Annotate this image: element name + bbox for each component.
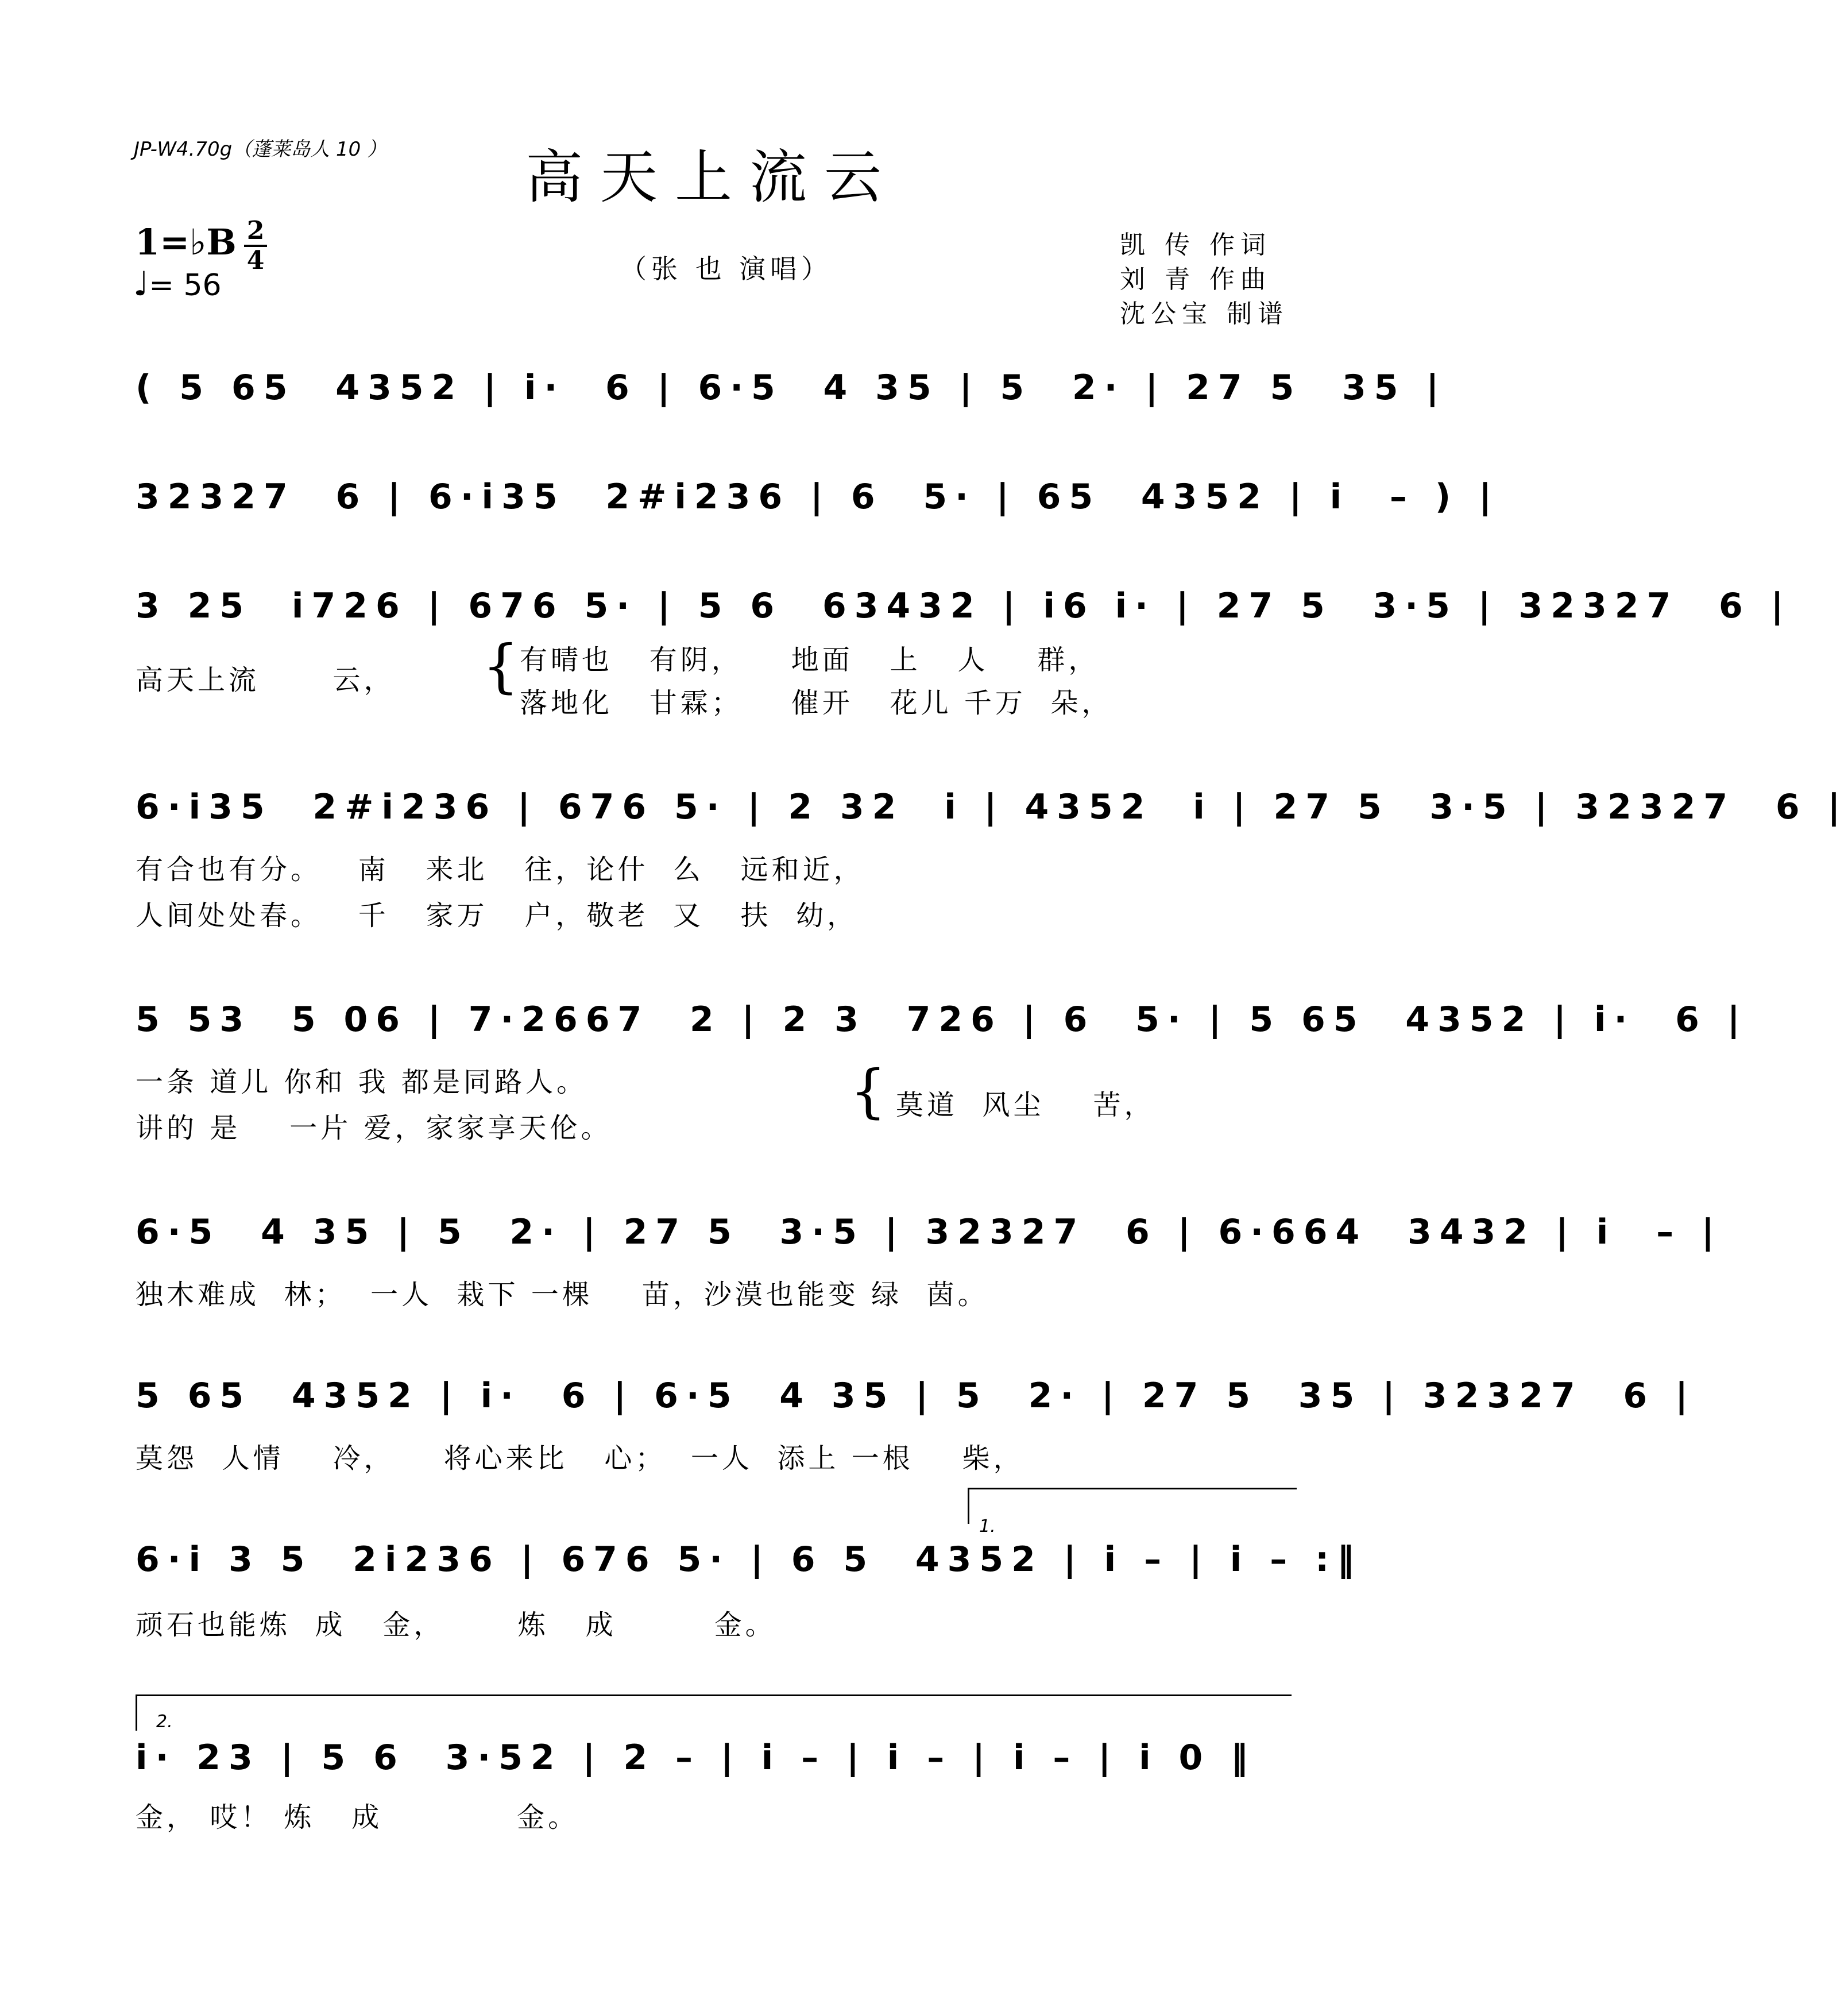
time-numerator: 2 [246, 216, 265, 245]
lyric-row-3-lead: 高天上流 云， [136, 664, 395, 696]
singer-credit: （张 也 演唱） [620, 253, 833, 284]
second-ending-label: 2. [156, 1712, 173, 1732]
staff-row-9 [136, 1726, 1296, 1789]
notation-row-1: ( 5 65 4352 | i· 6 | 6·5 4 35 | 5 2· | 27 5 35 | [136, 368, 1447, 408]
lyric-row-8: 顽石也能炼 成 金， 炼 成 金。 [136, 1609, 776, 1641]
lyric-row-6: 独木难成 林； 一人 栽下 一棵 苗，沙漠也能变 绿 茵。 [136, 1279, 989, 1311]
lyric-row-5-chorus: 莫道 风尘 苦， [896, 1089, 1155, 1121]
lyric-row-9: 金， 哎！ 炼 成 金。 [136, 1801, 579, 1833]
notation-row-5: 5 53 5 06 | 7·2667 2 | 2 3 726 | 6 5· | 5 65 4352 | i· 6 | [136, 999, 1748, 1040]
catalog-number: JP-W4.70g（蓬莱岛人 10 ） [134, 138, 387, 161]
first-ending-label: 1. [979, 1516, 996, 1537]
lyric-row-5-verse-1: 一条 道儿 你和 我 都是同路人。 [136, 1066, 588, 1098]
notation-row-3: 3 25 i726 | 676 5· | 5 6 63432 | i6 i· | 27 5 3·5 | 32327 6 | [136, 586, 1792, 626]
lyric-row-5-verse-2: 讲的 是 一片 爱，家家享天伦。 [136, 1112, 612, 1144]
staff-row-7 [136, 1364, 1696, 1427]
staff-row-2 [136, 465, 1500, 528]
lyric-row-3-verse-1: 有晴也 有阴， 地面 上 人 群， [520, 644, 1100, 676]
arranger-credit: 沈公宝 制谱 [1120, 299, 1289, 329]
staff-row-6 [136, 1200, 1722, 1264]
staff-row-3 [136, 574, 1792, 638]
lyric-row-7: 莫怨 人情 冷， 将心来比 心； 一人 添上 一根 柴， [136, 1442, 1024, 1474]
first-ending-bracket [968, 1488, 1297, 1524]
notation-row-6: 6·5 4 35 | 5 2· | 27 5 3·5 | 32327 6 | 6·664 3432 | i – | [136, 1212, 1722, 1252]
verse-brace: { [482, 632, 519, 700]
quarter-note-icon: ♩ [133, 264, 149, 303]
staff-row-8 [136, 1528, 1363, 1591]
lyric-row-3-verse-2: 落地化 甘霖； 催开 花儿 千万 朵， [520, 687, 1113, 719]
lyricist-credit: 凯 传 作词 [1120, 230, 1271, 260]
tempo-marking [133, 264, 222, 303]
notation-row-7: 5 65 4352 | i· 6 | 6·5 4 35 | 5 2· | 27 5 35 | 32327 6 | [136, 1376, 1696, 1416]
notation-row-9: i· 23 | 5 6 3·52 | 2 – | i – | i – | i – | i 0 ‖ [136, 1738, 1257, 1778]
lyric-row-4-verse-2: 人间处处春。 千 家万 户，敬老 又 扶 幼， [136, 900, 859, 932]
composer-credit: 刘 青 作曲 [1120, 265, 1271, 294]
staff-row-5 [136, 988, 1748, 1051]
song-title: 高天上流云 [525, 144, 899, 211]
lyric-row-4-verse-1: 有合也有分。 南 来北 往，论什 么 远和近， [136, 854, 865, 886]
staff-row-4 [136, 775, 1848, 839]
notation-row-2: 32327 6 | 6·i35 2#i236 | 6 5· | 65 4352 | i – ) | [136, 477, 1500, 517]
key-signature: 1=♭B [135, 221, 237, 263]
time-denominator: 4 [246, 246, 265, 275]
staff-row-1 [136, 356, 1447, 419]
second-ending-bracket [136, 1694, 1292, 1731]
chorus-brace: { [850, 1057, 887, 1125]
notation-row-4: 6·i35 2#i236 | 676 5· | 2 32 i | 4352 i | 27 5 3·5 | 32327 6 | [136, 787, 1848, 827]
notation-row-8: 6·i 3 5 2i236 | 676 5· | 6 5 4352 | i – | i – :‖ [136, 1539, 1363, 1580]
tempo-value: = 56 [149, 268, 222, 303]
time-signature [244, 218, 267, 273]
